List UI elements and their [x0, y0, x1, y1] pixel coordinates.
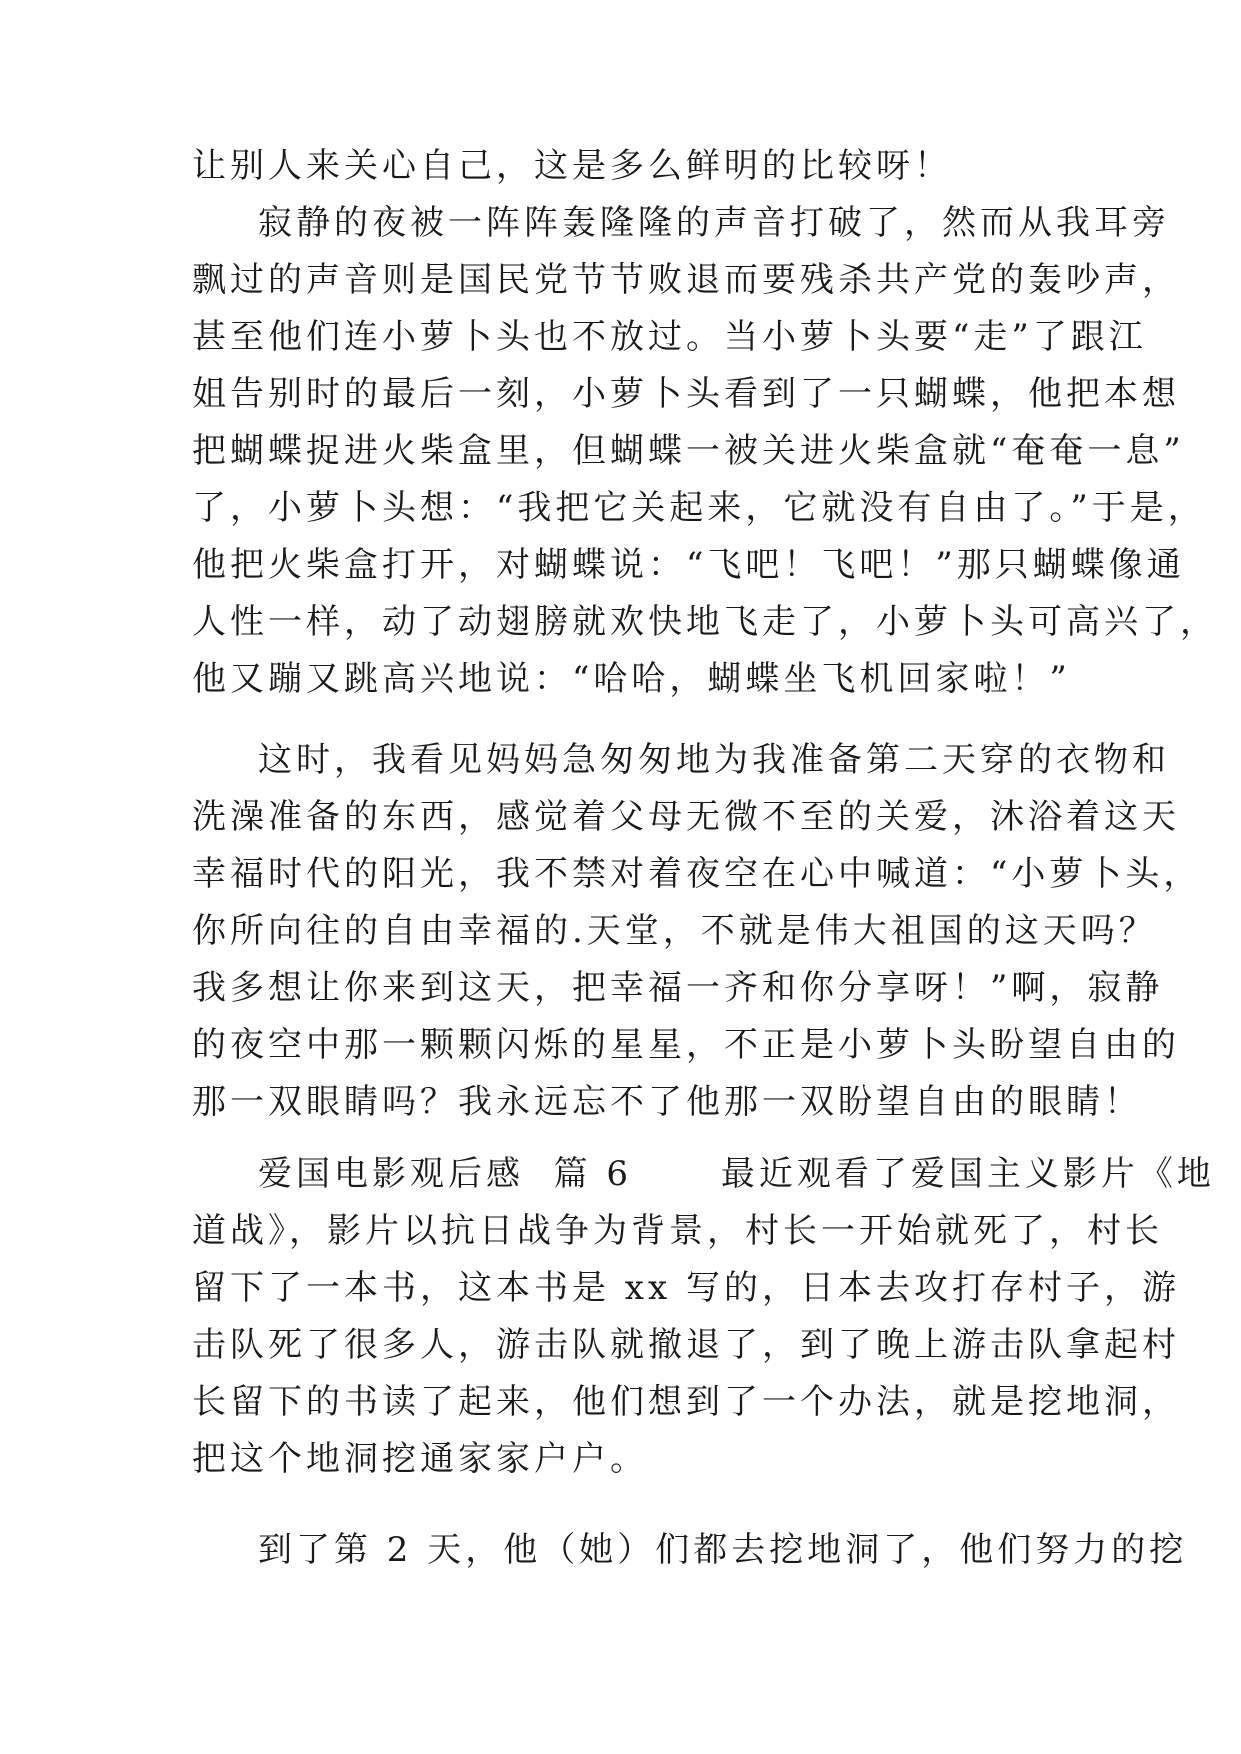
text-line: 洗澡准备的东西，感觉着父母无微不至的关爱，沐浴着这天: [192, 797, 1180, 837]
text-line: 把蝴蝶捉进火柴盒里，但蝴蝶一被关进火柴盒就“奄奄一息”: [192, 431, 1185, 471]
text-line: 击队死了很多人，游击队就撤退了，到了晚上游击队拿起村: [192, 1325, 1180, 1365]
section-heading-line: 爱国电影观后感 篇 6 最近观看了爱国主义影片《地: [258, 1154, 1215, 1194]
text-line: 甚至他们连小萝卜头也不放过。当小萝卜头要“走”了跟江: [192, 317, 1147, 357]
text-line: 飘过的声音则是国民党节节败退而要残杀共产党的轰吵声，: [192, 260, 1180, 300]
text-line: 让别人来关心自己，这是多么鲜明的比较呀！: [192, 146, 952, 186]
text-line: 的夜空中那一颗颗闪烁的星星，不正是小萝卜头盼望自由的: [192, 1025, 1180, 1065]
text-line: 那一双眼睛吗？我永远忘不了他那一双盼望自由的眼睛！: [192, 1082, 1142, 1122]
text-line: 了，小萝卜头想：“我把它关起来，它就没有自由了。”于是，: [192, 488, 1206, 528]
text-line: 他又蹦又跳高兴地说：“哈哈，蝴蝶坐飞机回家啦！”: [192, 659, 1071, 699]
text-line: 他把火柴盒打开，对蝴蝶说：“飞吧！飞吧！”那只蝴蝶像通: [192, 545, 1185, 585]
text-line: 道战》，影片以抗日战争为背景，村长一开始就死了，村长: [192, 1211, 1163, 1251]
text-line: 寂静的夜被一阵阵轰隆隆的声音打破了，然而从我耳旁: [258, 203, 1170, 243]
text-line: 我多想让你来到这天，把幸福一齐和你分享呀！”啊，寂静: [192, 968, 1164, 1008]
text-line: 留下了一本书，这本书是 xx 写的，日本去攻打存村子，游: [192, 1268, 1180, 1308]
text-line: 到了第 2 天，他（她）们都去挖地洞了，他们努力的挖: [258, 1530, 1188, 1570]
text-line: 长留下的书读了起来，他们想到了一个办法，就是挖地洞，: [192, 1382, 1180, 1422]
text-line: 你所向往的自由幸福的.天堂，不就是伟大祖国的这天吗？: [192, 911, 1157, 951]
text-line: 姐告别时的最后一刻，小萝卜头看到了一只蝴蝶，他把本想: [192, 374, 1180, 414]
text-line: 幸福时代的阳光，我不禁对着夜空在心中喊道：“小萝卜头，: [192, 854, 1202, 894]
text-line: 把这个地洞挖通家家户户。: [192, 1439, 648, 1479]
text-line: 这时，我看见妈妈急匆匆地为我准备第二天穿的衣物和: [258, 740, 1170, 780]
text-line: 人性一样，动了动翅膀就欢快地飞走了，小萝卜头可高兴了，: [192, 602, 1218, 642]
